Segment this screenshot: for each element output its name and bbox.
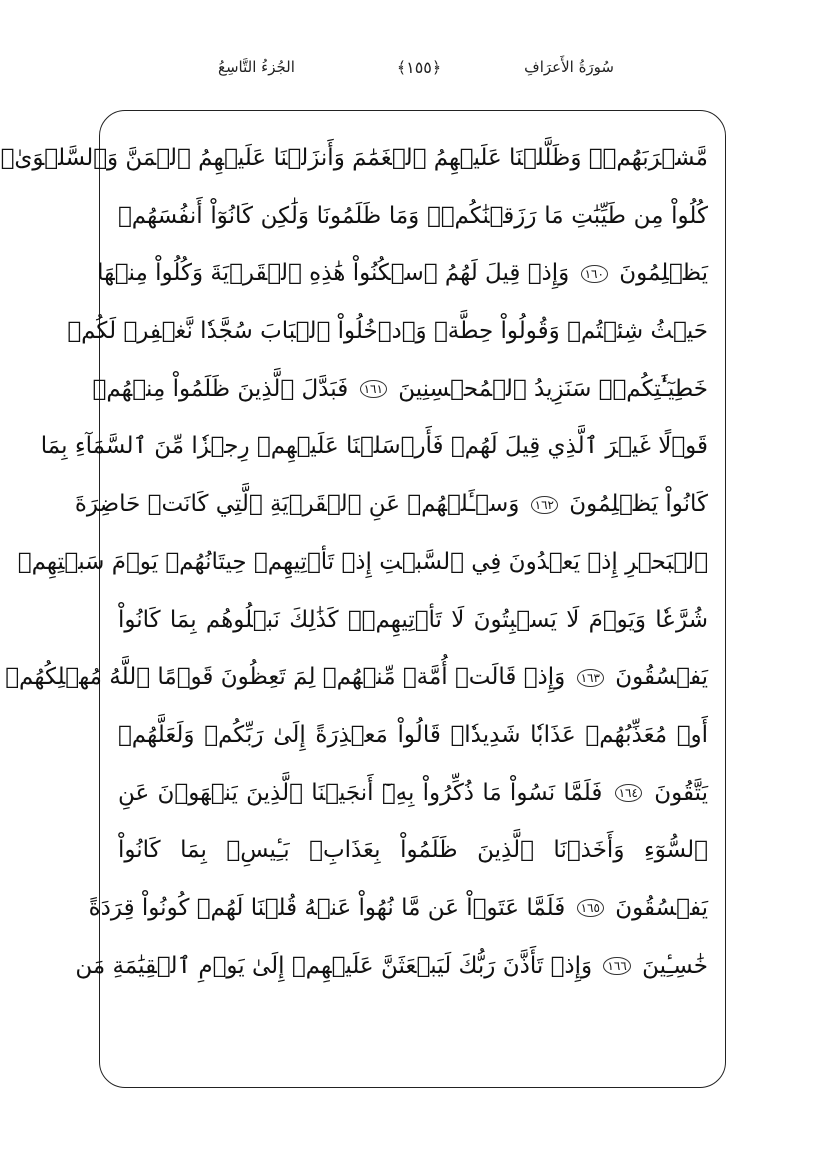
page-header: [0, 58, 826, 88]
text-line: قَوۡلًا غَيۡرَ ٱلَّذِي قِيلَ لَهُمۡ فَأَرۡسَلۡنَا عَلَيۡهِمۡ رِجۡزٗا مِّنَ ٱلسَّمَآءِ بِمَا: [40, 433, 708, 460]
text-line: أَوۡ مُعَذِّبُهُمۡ عَذَابٗا شَدِيدٗاۖ قَالُواْ مَعۡذِرَةً إِلَىٰ رَبِّكُمۡ وَلَعَلَّهُمۡ: [118, 721, 708, 748]
text-line: ٱلسُّوٓءِ وَأَخَذۡنَا ٱلَّذِينَ ظَلَمُواْ بِعَذَابِۭ بَـِٔيسِۭ بِمَا كَانُواْ: [118, 837, 708, 864]
juz-name: الجُزءُ التَّاسِعُ: [218, 58, 295, 76]
text-line: يَفۡسُقُونَ ١٦٣ وَإِذۡ قَالَتۡ أُمَّةٞ مِّنۡهُمۡ لِمَ تَعِظُونَ قَوۡمًا ٱللَّهُ مُهۡلِكُهُمۡ: [5, 664, 708, 691]
ayah-number-marker: ١٦٥: [577, 899, 604, 917]
text-line: يَفۡسُقُونَ ١٦٥ فَلَمَّا عَتَوۡاْ عَن مَّا نُهُواْ عَنۡهُ قُلۡنَا لَهُمۡ كُونُواْ قِرَدَةً: [88, 894, 708, 921]
ayah-number-marker: ١٦٢: [531, 496, 558, 514]
ayah-number-marker: ١٦٦: [603, 957, 630, 975]
text-line: يَتَّقُونَ ١٦٤ فَلَمَّا نَسُواْ مَا ذُكِّرُواْ بِهِۦٓ أَنجَيۡنَا ٱلَّذِينَ يَنۡهَوۡنَ عَنِ: [118, 779, 708, 806]
text-line: حَيۡثُ شِئۡتُمۡ وَقُولُواْ حِطَّةٞ وَٱدۡخُلُواْ ٱلۡبَابَ سُجَّدٗا نَّغۡفِرۡ لَكُمۡ: [67, 318, 708, 345]
text-line: خَٰسِـِٔينَ ١٦٦ وَإِذۡ تَأَذَّنَ رَبُّكَ لَيَبۡعَثَنَّ عَلَيۡهِمۡ إِلَىٰ يَوۡمِ ٱلۡقِيَٰمَةِ مَن: [75, 952, 708, 979]
text-line: شُرَّعٗا وَيَوۡمَ لَا يَسۡبِتُونَ لَا تَأۡتِيهِمۡۚ كَذَٰلِكَ نَبۡلُوهُم بِمَا كَانُواْ: [118, 606, 708, 633]
ayah-number-marker: ١٦٤: [615, 784, 642, 802]
surah-name: سُورَةُ الأَعرَافِ: [524, 58, 614, 76]
ayah-number-marker: ١٦٣: [577, 669, 604, 687]
text-line: كُلُواْ مِن طَيِّبَٰتِ مَا رَزَقۡنَٰكُمۡۚ وَمَا ظَلَمُونَا وَلَٰكِن كَانُوٓاْ أَنفُسَهُمۡ: [118, 202, 708, 229]
text-line: خَطِيٓـَٰٔتِكُمۡۚ سَنَزِيدُ ٱلۡمُحۡسِنِينَ ١٦١ فَبَدَّلَ ٱلَّذِينَ ظَلَمُواْ مِنۡهُمۡ: [92, 375, 708, 402]
quran-text: [0, 130, 708, 995]
page-number: ﴿١٥٥﴾: [396, 58, 442, 77]
text-line: ٱلۡبَحۡرِ إِذۡ يَعۡدُونَ فِي ٱلسَّبۡتِ إِذۡ تَأۡتِيهِمۡ حِيتَانُهُمۡ يَوۡمَ سَبۡتِهِمۡ: [17, 548, 708, 575]
ayah-number-marker: ١٦١: [360, 380, 387, 398]
text-line: كَانُواْ يَظۡلِمُونَ ١٦٢ وَسۡـَٔلۡهُمۡ عَنِ ٱلۡقَرۡيَةِ ٱلَّتِي كَانَتۡ حَاضِرَةَ: [74, 491, 708, 518]
text-line: مَّشۡرَبَهُمۡۚ وَظَلَّلۡنَا عَلَيۡهِمُ ٱلۡغَمَٰمَ وَأَنزَلۡنَا عَلَيۡهِمُ ٱلۡمَنَّ وَٱلسَّلۡوَىٰۖ: [0, 145, 708, 171]
ayah-number-marker: ١٦٠: [581, 265, 608, 283]
text-line: يَظۡلِمُونَ ١٦٠ وَإِذۡ قِيلَ لَهُمُ ٱسۡكُنُواْ هَٰذِهِ ٱلۡقَرۡيَةَ وَكُلُواْ مِنۡهَا: [97, 260, 708, 287]
